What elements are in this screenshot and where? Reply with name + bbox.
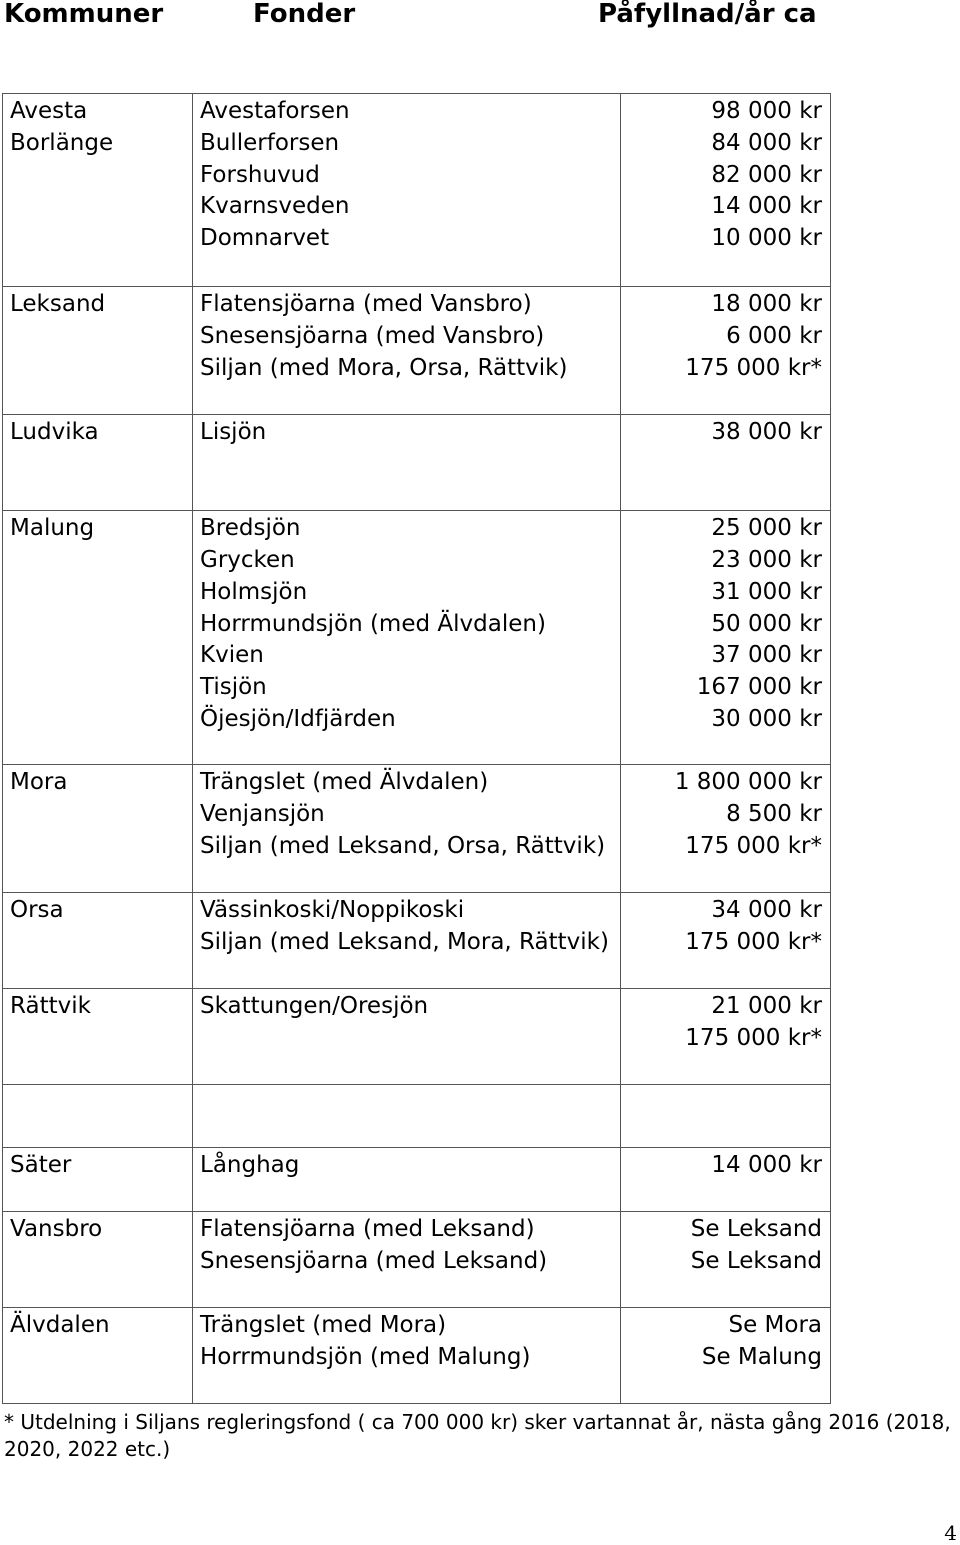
belopp-value: 34 000 kr	[711, 897, 822, 924]
table-row	[3, 989, 831, 1085]
fond-name: Långhag	[200, 1152, 300, 1179]
page-number: 4	[944, 1521, 957, 1545]
fond-name: Venjansjön	[200, 801, 325, 828]
belopp-value: 175 000 kr*	[685, 929, 822, 956]
fond-name: Grycken	[200, 547, 295, 574]
kommun-cell	[3, 1085, 193, 1148]
table-row	[3, 287, 831, 415]
kommun-name: Avesta	[10, 98, 88, 124]
table-row	[3, 128, 831, 287]
table-row	[3, 1085, 831, 1148]
fonder-cell	[193, 94, 621, 128]
belopp-cell	[621, 128, 831, 287]
belopp-value: 84 000 kr	[711, 129, 822, 156]
belopp-value: Se Leksand	[690, 1216, 822, 1243]
kommun-name: Vansbro	[10, 1216, 103, 1243]
belopp-value: 82 000 kr	[711, 161, 822, 188]
fond-name: Snesensjöarna (med Leksand)	[200, 1248, 548, 1275]
kommun-name: Leksand	[10, 291, 106, 318]
kommun-name: Mora	[10, 769, 68, 796]
kommun-name: Rättvik	[10, 993, 91, 1020]
belopp-value: 175 000 kr*	[685, 832, 822, 859]
kommun-name: Säter	[10, 1152, 72, 1179]
fonder-cell	[193, 765, 621, 893]
fond-name: Forshuvud	[200, 161, 320, 188]
fond-name: Horrmundsjön (med Älvdalen)	[200, 610, 546, 637]
fond-name: Siljan (med Leksand, Orsa, Rättvik)	[200, 832, 606, 859]
belopp-cell	[621, 1308, 831, 1404]
belopp-value: 1 800 000 kr	[674, 769, 822, 796]
fond-name: Lisjön	[200, 419, 267, 446]
header-pafyllnad: Påfyllnad/år ca	[598, 0, 817, 29]
belopp-value: 175 000 kr*	[685, 1025, 822, 1052]
fond-name: Domnarvet	[200, 225, 330, 252]
table-row	[3, 1212, 831, 1308]
belopp-value: 167 000 kr	[696, 674, 822, 701]
belopp-value: 8 500 kr	[726, 801, 822, 828]
belopp-value: 30 000 kr	[711, 706, 822, 733]
belopp-value: 38 000 kr	[711, 419, 822, 446]
belopp-value: 21 000 kr	[711, 993, 822, 1020]
belopp-cell	[621, 287, 831, 415]
table-row	[3, 1308, 831, 1404]
fond-name: Avestaforsen	[200, 98, 350, 124]
fond-name: Snesensjöarna (med Vansbro)	[200, 323, 545, 350]
footnote: * Utdelning i Siljans regleringsfond ( ca 700 000 kr) sker vartannat år, nästa gång 2016 (2018, 2020, 2022 etc.)	[4, 1410, 951, 1461]
funds-table	[2, 93, 831, 1404]
belopp-value: Se Leksand	[690, 1248, 822, 1275]
kommun-cell	[3, 1212, 193, 1308]
header-fonder: Fonder	[253, 0, 356, 29]
fonder-cell	[193, 287, 621, 415]
fond-name: Siljan (med Leksand, Mora, Rättvik)	[200, 929, 609, 956]
fonder-cell	[193, 893, 621, 989]
kommun-name: Orsa	[10, 897, 64, 924]
fond-name: Bullerforsen	[200, 129, 340, 156]
kommun-cell	[3, 989, 193, 1085]
kommun-cell	[3, 1148, 193, 1212]
fond-name: Trängslet (med Älvdalen)	[200, 769, 489, 796]
kommun-cell	[3, 94, 193, 128]
fonder-cell	[193, 511, 621, 765]
fonder-cell	[193, 1085, 621, 1148]
fond-name: Kvarnsveden	[200, 193, 350, 220]
fonder-cell	[193, 128, 621, 287]
fond-name: Öjesjön/Idfjärden	[200, 706, 396, 733]
kommun-cell	[3, 1308, 193, 1404]
belopp-value: Se Malung	[701, 1344, 822, 1371]
fond-name: Siljan (med Mora, Orsa, Rättvik)	[200, 354, 568, 381]
belopp-cell	[621, 511, 831, 765]
fond-name: Flatensjöarna (med Vansbro)	[200, 291, 532, 318]
belopp-value: 23 000 kr	[711, 547, 822, 574]
table-row	[3, 511, 831, 765]
belopp-value: 10 000 kr	[711, 225, 822, 252]
belopp-value: 98 000 kr	[711, 98, 822, 124]
belopp-value: 31 000 kr	[711, 578, 822, 605]
fonder-cell	[193, 1212, 621, 1308]
kommun-cell	[3, 128, 193, 287]
table-row	[3, 893, 831, 989]
belopp-cell	[621, 989, 831, 1085]
fond-name: Flatensjöarna (med Leksand)	[200, 1216, 535, 1243]
table-row	[3, 415, 831, 511]
belopp-value: 25 000 kr	[711, 515, 822, 542]
kommun-cell	[3, 287, 193, 415]
belopp-cell	[621, 415, 831, 511]
kommun-name: Älvdalen	[10, 1312, 110, 1339]
fond-name: Vässinkoski/Noppikoski	[200, 897, 465, 924]
belopp-value: 175 000 kr*	[685, 354, 822, 381]
belopp-value: 6 000 kr	[726, 323, 822, 350]
belopp-value: 14 000 kr	[711, 1152, 822, 1179]
kommun-name: Borlänge	[10, 129, 114, 156]
fonder-cell	[193, 1308, 621, 1404]
belopp-value: Se Mora	[728, 1312, 822, 1339]
funds-table-body	[3, 94, 831, 1404]
fond-name: Kvien	[200, 642, 264, 669]
belopp-value: 50 000 kr	[711, 610, 822, 637]
belopp-value: 37 000 kr	[711, 642, 822, 669]
fonder-cell	[193, 415, 621, 511]
table-row	[3, 765, 831, 893]
kommun-name	[10, 1087, 192, 1119]
kommun-cell	[3, 415, 193, 511]
fond-name: Tisjön	[200, 674, 267, 701]
kommun-cell	[3, 511, 193, 765]
fonder-cell	[193, 1148, 621, 1212]
fond-name: Skattungen/Oresjön	[200, 993, 429, 1020]
header-kommuner: Kommuner	[4, 0, 164, 29]
belopp-cell	[621, 1212, 831, 1308]
fonder-cell	[193, 989, 621, 1085]
fond-name: Holmsjön	[200, 578, 308, 605]
belopp-cell	[621, 893, 831, 989]
belopp-cell	[621, 94, 831, 128]
belopp-cell	[621, 1085, 831, 1148]
table-row	[3, 1148, 831, 1212]
table-row	[3, 94, 831, 128]
fond-name: Trängslet (med Mora)	[200, 1312, 447, 1339]
belopp-value: 14 000 kr	[711, 193, 822, 220]
kommun-cell	[3, 893, 193, 989]
fond-name: Horrmundsjön (med Malung)	[200, 1344, 531, 1371]
fond-name: Bredsjön	[200, 515, 301, 542]
belopp-cell	[621, 1148, 831, 1212]
kommun-cell	[3, 765, 193, 893]
kommun-name: Malung	[10, 515, 95, 542]
kommun-name: Ludvika	[10, 419, 99, 446]
belopp-value: 18 000 kr	[711, 291, 822, 318]
belopp-cell	[621, 765, 831, 893]
